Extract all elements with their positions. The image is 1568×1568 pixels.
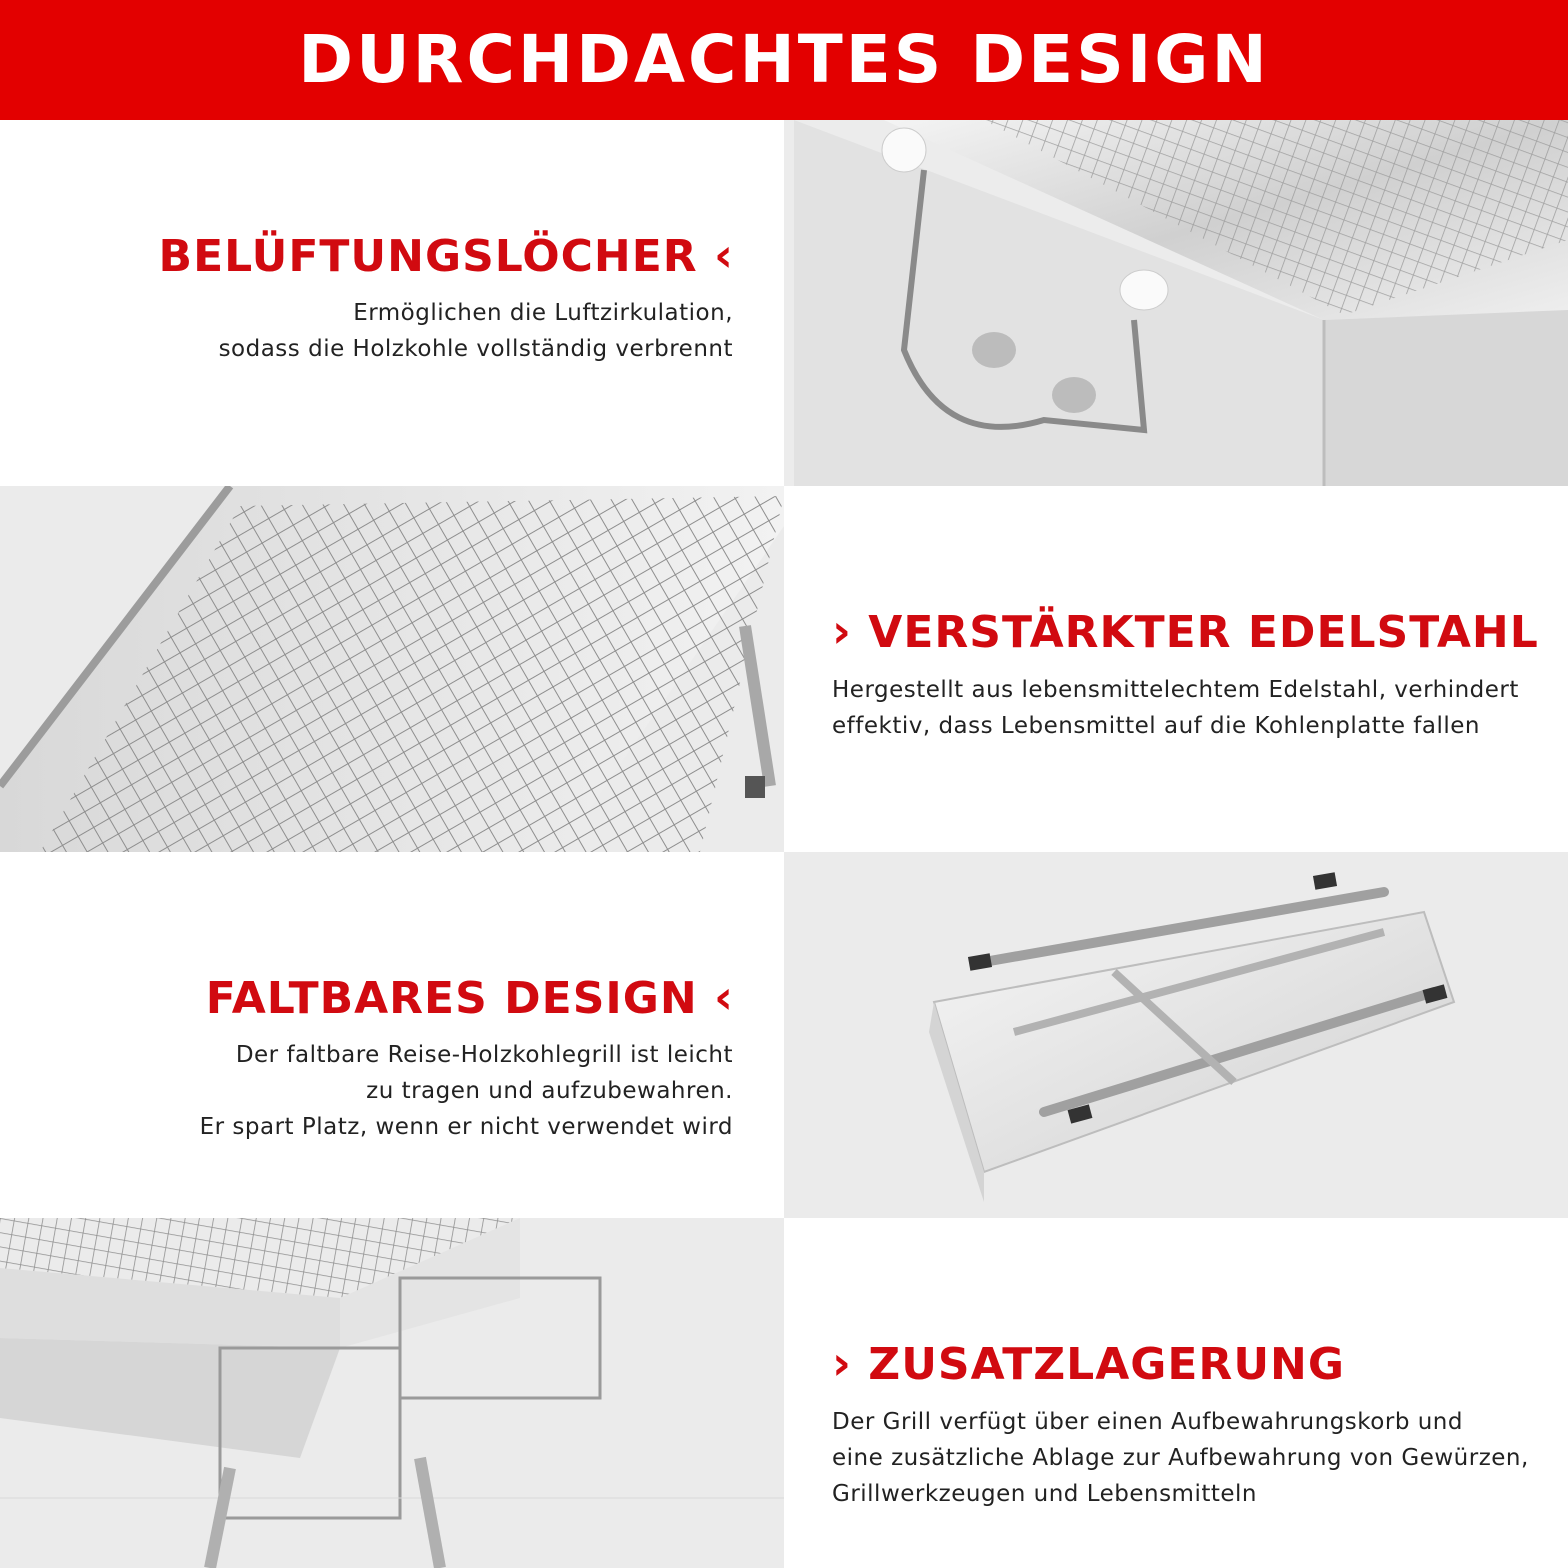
feature-text-block (0, 852, 784, 1218)
chevron-left-icon: ‹ (714, 228, 734, 282)
feature-heading (159, 228, 734, 282)
folded-grill-photo (784, 852, 1568, 1218)
feature-row-4 (0, 1218, 1568, 1568)
grill-storage-basket-photo (0, 1218, 784, 1568)
grill-handle-ventilation-photo (784, 120, 1568, 486)
feature-title: BELÜFTUNGSLÖCHER (158, 231, 698, 282)
chevron-right-icon: › (832, 604, 852, 658)
grill-grate-closeup-photo (0, 486, 784, 852)
grill-grate-illustration (0, 486, 784, 852)
feature-text-block (784, 486, 1568, 852)
feature-description (219, 295, 733, 367)
description-line: sodass die Holzkohle vollständig verbrennt (218, 336, 733, 362)
feature-row-1 (0, 120, 1568, 486)
description-line: Der Grill verfügt über einen Aufbewahrungskorb und (832, 1409, 1463, 1435)
feature-description (200, 1037, 733, 1145)
feature-description (832, 672, 1519, 744)
description-line: Grillwerkzeugen und Lebensmitteln (832, 1481, 1258, 1507)
feature-heading (832, 1336, 1345, 1390)
description-line: zu tragen und aufzubewahren. (366, 1078, 733, 1104)
feature-row-2 (0, 486, 1568, 852)
feature-row-3 (0, 852, 1568, 1218)
description-line: Hergestellt aus lebensmittelechtem Edelstahl, verhindert (832, 677, 1519, 703)
header-banner (0, 0, 1568, 120)
description-line: eine zusätzliche Ablage zur Aufbewahrung von Gewürzen, (832, 1445, 1529, 1471)
feature-title: ZUSATZLAGERUNG (868, 1339, 1345, 1390)
description-line: Ermöglichen die Luftzirkulation, (353, 300, 733, 326)
page-title: DURCHDACHTES DESIGN (298, 21, 1270, 98)
description-line: effektiv, dass Lebensmittel auf die Kohlenplatte fallen (832, 713, 1480, 739)
description-line: Der faltbare Reise-Holzkohlegrill ist leicht (235, 1042, 733, 1068)
feature-text-block (0, 120, 784, 486)
feature-text-block (784, 1218, 1568, 1568)
feature-title: VERSTÄRKTER EDELSTAHL (868, 607, 1539, 658)
feature-description (832, 1404, 1529, 1512)
folded-grill-illustration (784, 852, 1568, 1218)
grill-side-illustration (784, 120, 1568, 486)
description-line: Er spart Platz, wenn er nicht verwendet wird (199, 1114, 733, 1140)
chevron-left-icon: ‹ (714, 970, 734, 1024)
feature-heading (206, 970, 734, 1024)
feature-heading (832, 604, 1539, 658)
grill-basket-illustration (0, 1218, 784, 1568)
chevron-right-icon: › (832, 1336, 852, 1390)
feature-title: FALTBARES DESIGN (205, 973, 698, 1024)
